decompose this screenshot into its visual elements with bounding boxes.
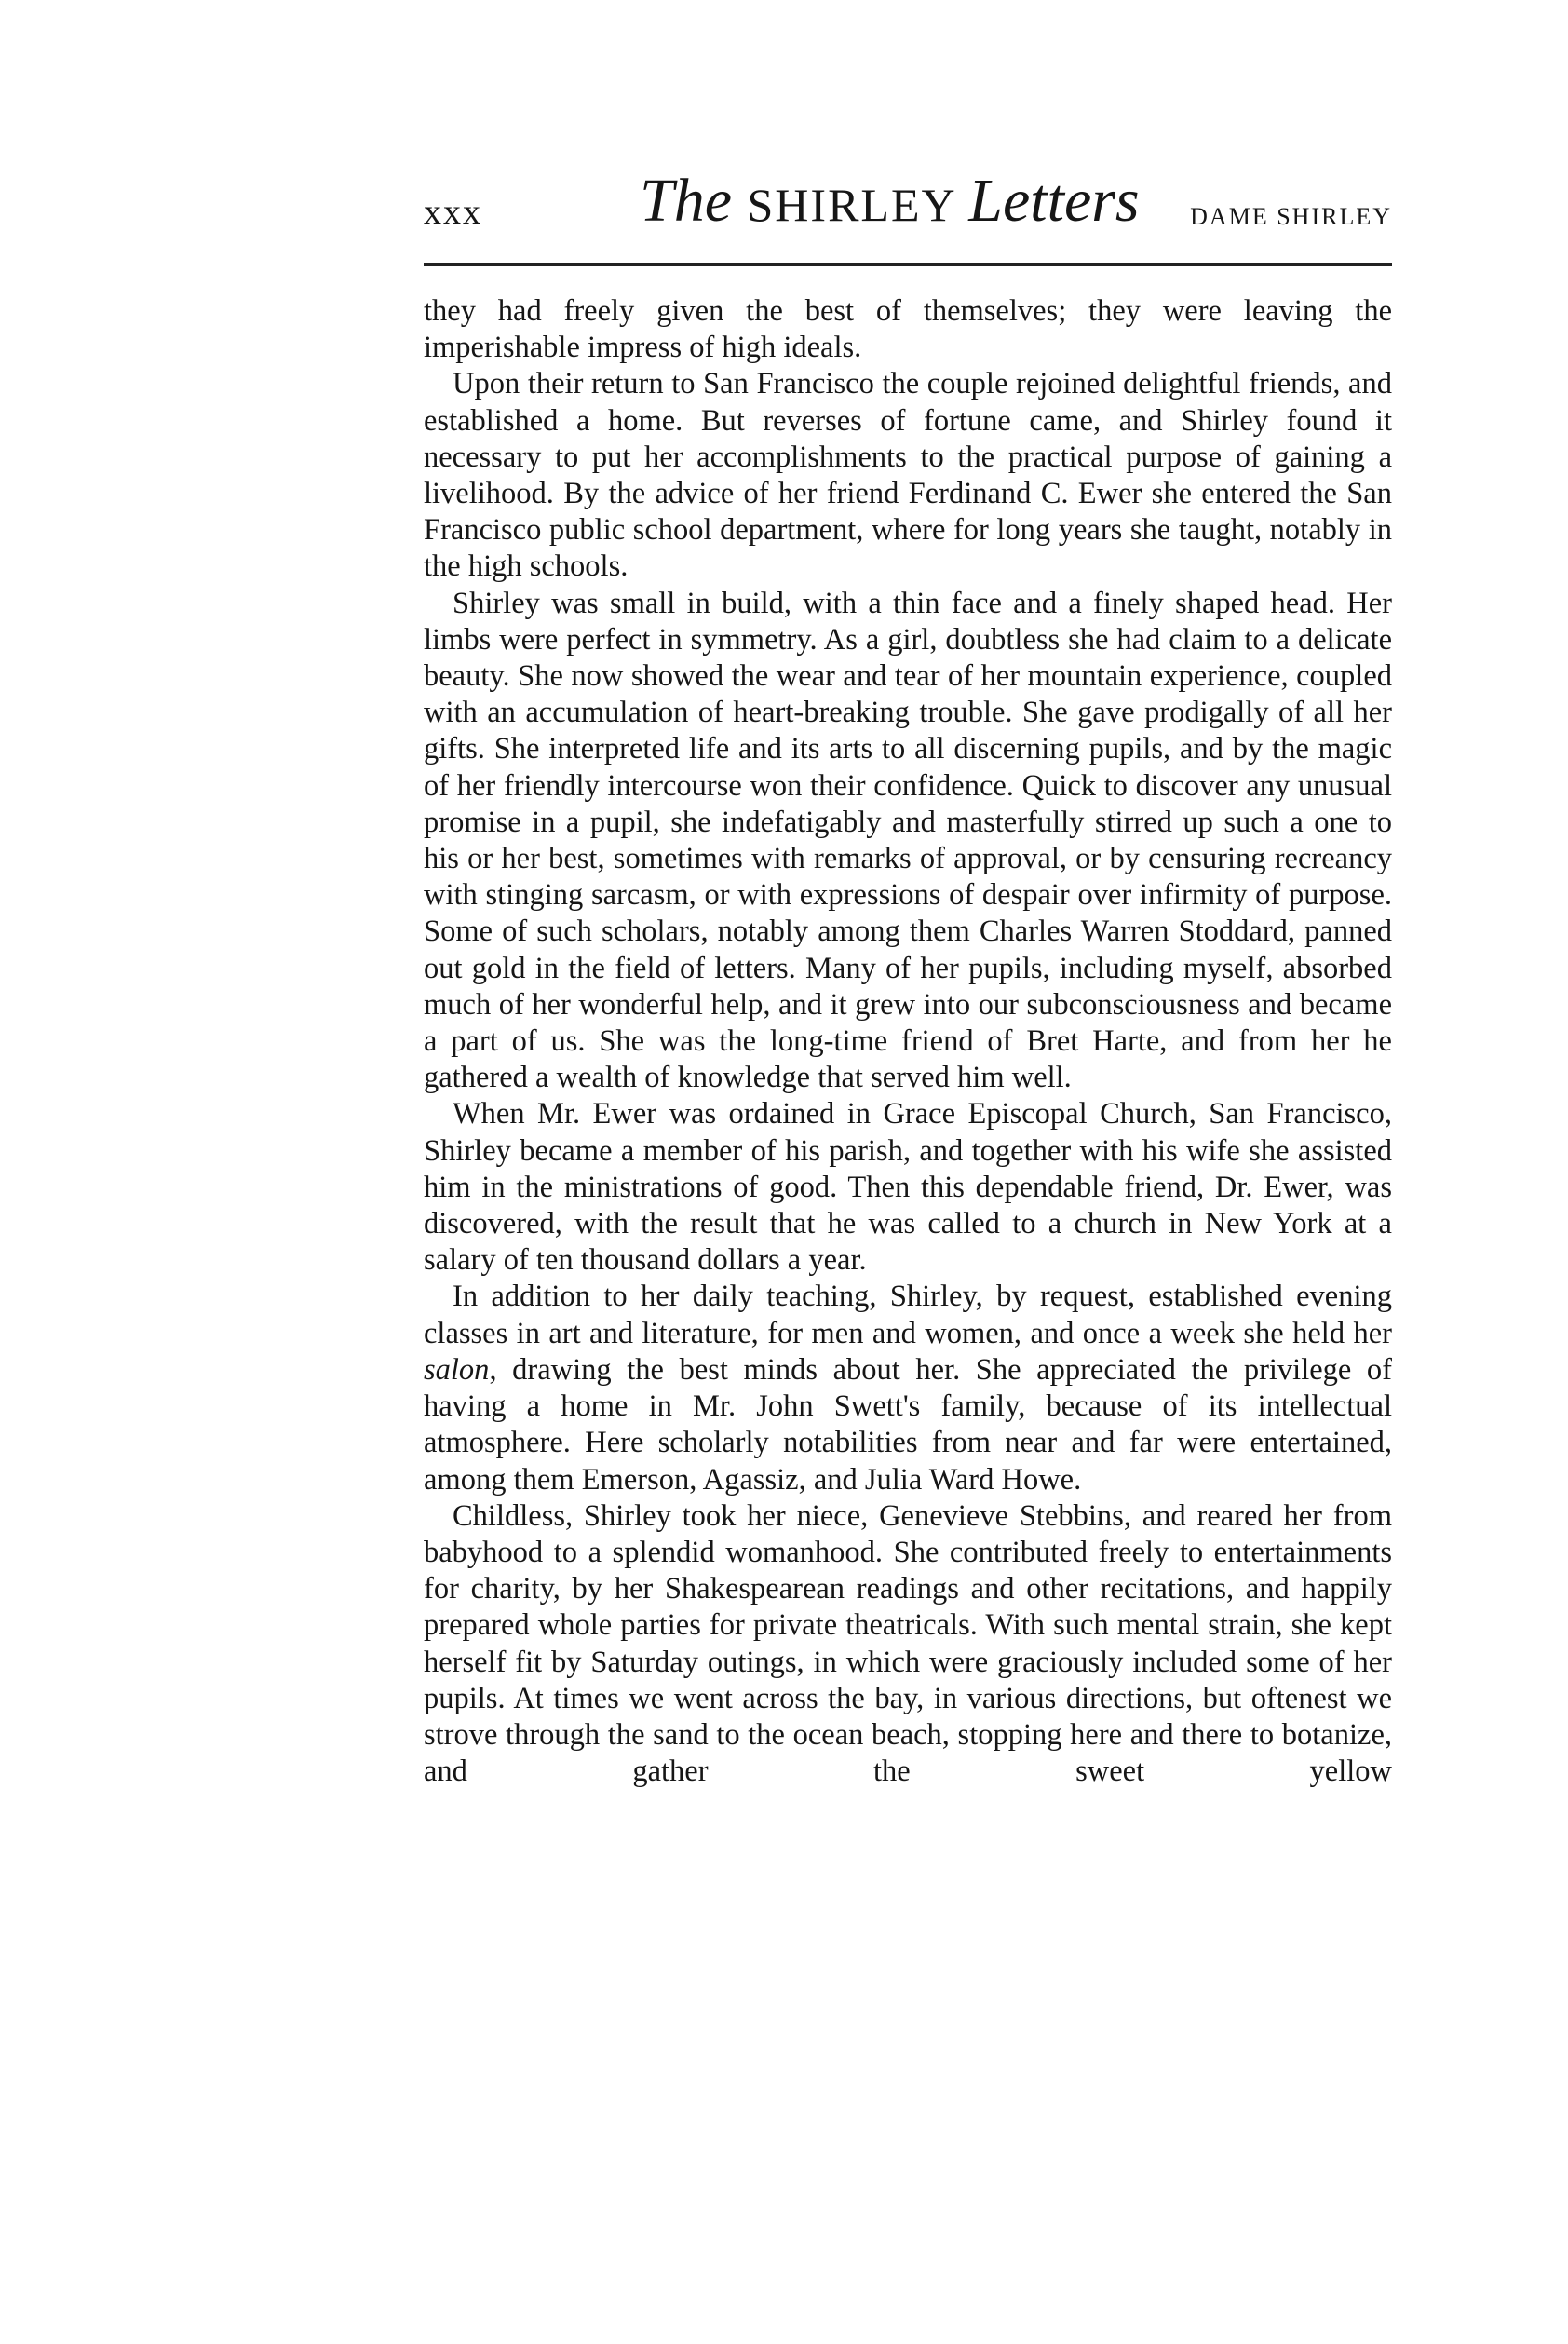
- evening-classes-text-end: , drawing the best minds about her. She appreciated the privilege of having a home in Mr. John Swett's family, because of its intellectual atmosphere. Here scholarly notabilities from near and far were entertained, among them Emerson, Agassiz, and Julia Ward Howe.: [424, 1352, 1392, 1497]
- body-text: [424, 293, 1392, 1790]
- evening-classes-text-start: In addition to her daily teaching, Shirley, by request, established evening classes in art and literature, for men and women, and once a week she held her: [424, 1280, 1392, 1350]
- title-letters: Letters: [968, 167, 1140, 235]
- paragraph-shirley-description: Shirley was small in build, with a thin face and a finely shaped head. Her limbs were perfect in symmetry. As a girl, doubtless she had claim to a delicate beauty. She now showed the wear and tear of her mountain experience, coupled with an accumulation of heart-breaking trouble. She gave prodigally of all her gifts. She interpreted life and its arts to all discerning pupils, and by the magic of her friendly intercourse won their confidence. Quick to discover any unusual promise in a pupil, she indefatigably and masterfully stirred up such a one to his or her best, sometimes with remarks of approval, or by censuring recreancy with stinging sarcasm, or with expressions of despair over infirmity of purpose. Some of such scholars, notably among them Charles Warren Stoddard, panned out gold in the field of letters. Many of her pupils, including myself, absorbed much of her wonderful help, and it grew into our subconsciousness and became a part of us. She was the long-time friend of Bret Harte, and from her he gathered a wealth of knowledge that served him well.: [424, 586, 1392, 1095]
- paragraph-continued: they had freely given the best of themselves; they were leaving the imperishable impress of high ideals.: [424, 294, 1392, 365]
- title-shirley: SHIRLEY: [747, 179, 969, 231]
- page-number: xxx: [424, 193, 482, 232]
- paragraph-childless: Childless, Shirley took her niece, Genevieve Stebbins, and reared her from babyhood to a splendid womanhood. She contributed freely to entertainments for charity, by her Shakespearean readings and other recitations, and happily prepared whole parties for private theatricals. With such mental strain, she kept herself fit by Saturday outings, in which were graciously included some of her pupils. At times we went across the bay, in various directions, but oftenest we strove through the sand to the ocean beach, stopping here and there to botanize, and gather the sweet yellow: [424, 1498, 1392, 1789]
- title-the: The: [640, 167, 748, 235]
- paragraph-mr-ewer: When Mr. Ewer was ordained in Grace Episcopal Church, San Francisco, Shirley became a member of his parish, and together with his wife she assisted him in the ministrations of good. Then this dependable friend, Dr. Ewer, was discovered, with the result that he was called to a church in New York at a salary of ten thousand dollars a year.: [424, 1097, 1392, 1278]
- header-rule: [424, 263, 1392, 266]
- section-label: DAME SHIRLEY: [1190, 203, 1392, 230]
- page-header: [424, 166, 1392, 259]
- salon-italic: salon: [424, 1352, 490, 1387]
- running-head-title: [640, 166, 1140, 237]
- paragraph-evening-classes: [424, 1279, 1392, 1497]
- paragraph-return-to-san-francisco: Upon their return to San Francisco the couple rejoined delightful friends, and established a home. But reverses of fortune came, and Shirley found it necessary to put her accomplishments to the practical purpose of gaining a livelihood. By the advice of her friend Ferdinand C. Ewer she entered the San Francisco public school department, where for long years she taught, notably in the high schools.: [424, 367, 1392, 584]
